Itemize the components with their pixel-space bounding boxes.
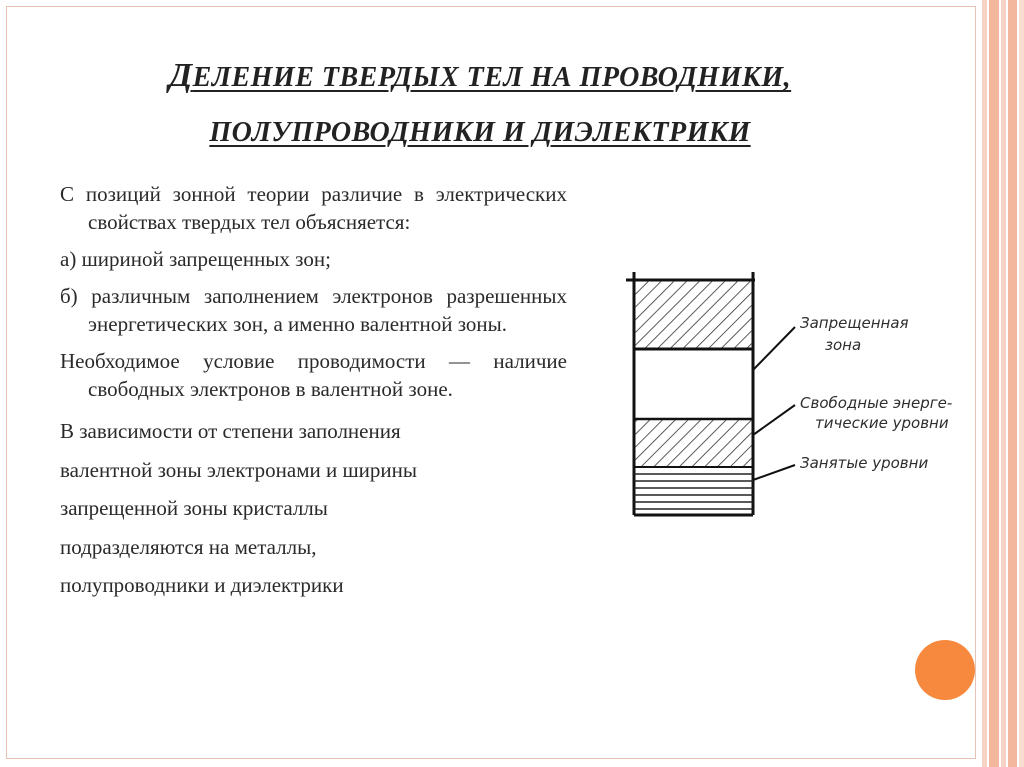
free-levels-band <box>635 420 752 467</box>
occupied-levels-band <box>634 467 753 509</box>
band-diagram <box>590 250 970 540</box>
title-line-1-rest: ЕЛЕНИЕ ТВЕРДЫХ ТЕЛ НА ПРОВОДНИКИ, <box>192 62 792 93</box>
title-line-1-initial: Д <box>168 57 193 94</box>
forbidden-zone-band <box>635 281 752 349</box>
item-a: а) шириной запрещенных зон; <box>60 247 331 271</box>
intro-paragraph: С позиций зонной теории различие в электрических свойствах твердых тел объясняется: <box>60 182 567 234</box>
decorative-stripes <box>982 0 1024 767</box>
item-b: б) различным заполнением электронов разрешенных энергетических зон, а именно валентной зоны. <box>60 284 567 336</box>
label-forbidden-line-1: Запрещенная <box>800 314 909 332</box>
label-forbidden-line-2: зона <box>825 336 862 354</box>
decorative-orange-circle <box>915 640 975 700</box>
conclusion-line-1: В зависимости от степени заполнения <box>60 419 401 443</box>
label-free-line-1: Свободные энерге- <box>800 394 953 412</box>
title-line-2: ПОЛУПРОВОДНИКИ И ДИЭЛЕКТРИКИ <box>209 117 751 148</box>
conclusion-line-2: валентной зоны электронами и ширины <box>60 457 417 482</box>
slide-title <box>50 48 910 160</box>
title-line-1 <box>50 48 910 105</box>
conclusion-line-3: запрещенной зоны кристаллы <box>60 496 328 520</box>
conclusion-line-4: подразделяются на металлы, <box>60 534 317 559</box>
label-occupied: Занятые уровни <box>800 454 929 472</box>
leader-lines <box>753 327 795 480</box>
label-free-line-2: тические уровни <box>815 414 949 432</box>
conclusion-line-5: полупроводники и диэлектрики <box>60 573 344 597</box>
slide-body <box>60 180 567 605</box>
condition-paragraph: Необходимое условие проводимости — наличие свободных электронов в валентной зоне. <box>60 349 567 401</box>
